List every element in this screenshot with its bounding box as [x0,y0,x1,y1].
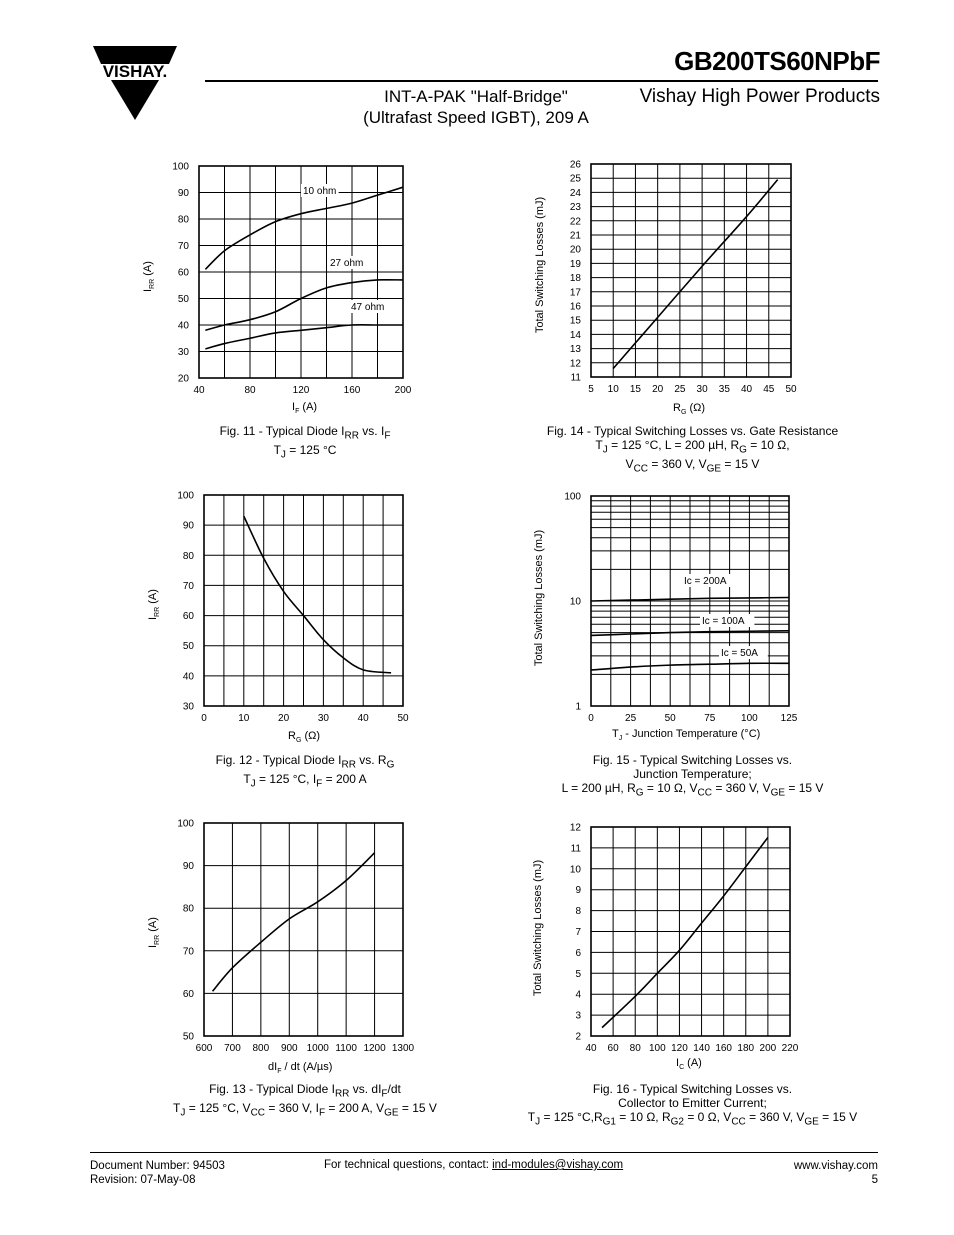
y-tick-label: 50 [177,294,189,305]
series-label: Ic = 200A [684,576,727,587]
x-axis-label: $dI_F$ / dt (A/µs) [268,1061,333,1075]
x-tick-label: 100 [648,1043,666,1054]
x-tick-label: 160 [343,385,361,396]
x-tick-label: 220 [781,1043,799,1054]
footer-rule [90,1152,878,1153]
x-tick-label: 1100 [335,1043,357,1054]
x-tick-label: 75 [704,713,716,724]
y-tick-label: 80 [182,550,194,562]
series-label: Ic = 100A [702,616,745,627]
x-tick-label: 140 [693,1043,710,1054]
chart-fig15 [533,492,798,743]
x-tick-label: 40 [740,384,753,395]
x-tick-label: 45 [763,384,775,395]
y-tick-label: 6 [575,947,581,959]
y-axis-label: Total Switching Losses (mJ) [534,196,546,334]
product-description-line1: INT-A-PAK "Half-Bridge" [384,87,568,106]
x-tick-label: 800 [252,1043,270,1054]
y-tick-label: 30 [182,701,194,713]
x-tick-label: 100 [741,713,758,724]
chart-fig12 [147,491,409,745]
y-tick-label: 15 [569,315,581,327]
caption-fig15: Fig. 15 - Typical Switching Losses vs. Junction Temperature; L = 200 µH, $R_G = 10$ Ω, $V_{CC} = 360$ V, $V_{GE} = 15$ V [561,753,824,799]
series-line-0 [213,853,375,991]
y-tick-label: 21 [569,230,581,242]
x-tick-label: 35 [718,384,730,395]
x-tick-label: 50 [397,713,409,724]
x-tick-label: 900 [280,1043,298,1054]
x-tick-label: 25 [674,384,686,395]
x-tick-label: 80 [629,1043,641,1054]
chart-fig14 [534,160,797,417]
x-tick-label: 120 [292,385,310,396]
y-tick-label: 18 [569,273,581,285]
website-link[interactable]: www.vishay.com [793,1160,878,1172]
x-tick-label: 10 [238,713,250,724]
series-line-2 [205,325,403,349]
revision: Revision: 07-May-08 [90,1174,196,1186]
y-tick-label: 100 [177,490,194,502]
chart-fig11 [142,162,412,416]
y-tick-label: 26 [569,159,581,171]
y-tick-label: 14 [569,329,581,341]
y-tick-label: 30 [177,347,189,358]
y-tick-label: 4 [575,989,581,1001]
y-tick-label: 90 [182,861,194,873]
x-tick-label: 30 [317,713,329,724]
series-label: Ic = 50A [721,648,758,659]
doc-number: Document Number: 94503 [90,1160,225,1172]
y-tick-label: 7 [575,927,581,938]
y-tick-label: 16 [569,301,581,313]
x-tick-label: 20 [652,384,664,395]
y-axis-label: $I_{RR}$ (A) [147,917,161,948]
x-tick-label: 10 [607,384,619,395]
y-axis-label: $I_{RR}$ (A) [147,589,161,620]
series-line-0 [613,180,777,369]
y-tick-label: 80 [182,903,194,915]
x-tick-label: 20 [278,713,290,724]
page-number: 5 [871,1174,878,1186]
y-tick-label: 25 [569,173,581,185]
y-tick-label: 10 [569,596,581,608]
caption-fig13: Fig. 13 - Typical Diode $I_{RR}$ vs. $dI_F/dt$ $T_J = 125$ °C, $V_{CC} = 360$ V, $I_F = 200$ A, $V_{GE} = 15$ V [173,1082,437,1119]
x-tick-label: 15 [629,384,642,395]
y-tick-label: 80 [177,214,189,226]
y-tick-label: 11 [570,372,581,384]
series-label: 27 ohm [330,258,364,269]
x-tick-label: 50 [785,384,797,395]
y-tick-label: 11 [570,843,581,855]
y-tick-label: 1 [575,701,581,713]
y-tick-label: 60 [182,611,194,623]
caption-fig16: Fig. 16 - Typical Switching Losses vs. Collector to Emitter Current; $T_J = 125$ $^\circ C,R_{G1} = 10$ Ω, $R_{G2} = 0$ Ω, $V_{CC} = 360$ V, $V_{GE} = 15$ V [527,1082,858,1128]
x-tick-label: 60 [607,1043,619,1054]
y-tick-label: 8 [575,906,581,918]
x-tick-label: 120 [671,1043,688,1054]
x-tick-label: 5 [588,384,594,395]
x-tick-label: 50 [664,713,676,724]
series-line-0 [205,187,403,269]
y-tick-label: 19 [569,258,581,270]
y-axis-label: $I_{RR}$ (A) [142,261,156,292]
y-tick-label: 12 [569,822,581,834]
series-line-0 [244,516,391,673]
x-tick-label: 40 [585,1043,597,1054]
x-tick-label: 1300 [391,1043,415,1054]
x-tick-label: 125 [780,713,798,724]
y-tick-label: 20 [177,373,189,385]
footer-doc-info [90,1159,225,1187]
y-axis-label: Total Switching Losses (mJ) [532,859,544,997]
y-tick-label: 50 [182,641,194,653]
x-tick-label: 1000 [306,1043,329,1054]
y-tick-label: 70 [182,580,194,592]
plot-frame [591,164,791,377]
y-tick-label: 70 [177,241,189,252]
footer-right [794,1159,878,1187]
y-tick-label: 23 [569,202,581,214]
y-tick-label: 60 [182,988,194,1000]
chart-fig16 [532,823,799,1072]
y-tick-label: 40 [177,320,189,332]
x-axis-label: $I_C$ (A) [676,1057,702,1071]
footer-contact [324,1159,623,1171]
y-tick-label: 22 [569,216,581,228]
y-tick-label: 20 [569,244,581,256]
y-tick-label: 10 [569,864,581,876]
product-description-line2: (Ultrafast Speed IGBT), 209 A [363,108,589,127]
series-label: 10 ohm [303,186,337,197]
caption-fig12: Fig. 12 - Typical Diode $I_{RR}$ vs. $R_G$ $T_J = 125$ °C, $I_F = 200$ A [215,753,395,790]
contact-email-link[interactable]: ind-modules@vishay.com [492,1159,624,1171]
x-tick-label: 160 [715,1043,733,1054]
x-axis-label: $I_F$ (A) [292,401,318,415]
x-tick-label: 40 [193,385,205,396]
caption-fig14: Fig. 14 - Typical Switching Losses vs. Gate Resistance $T_J = 125$ °C, L = 200 µH, $R_G = 10$ Ω, $V_{CC} = 360$ V, $V_{GE} = 15$ V [546,424,839,475]
part-number: GB200TS60NPbF [674,46,880,76]
x-tick-label: 25 [625,713,637,724]
x-tick-label: 700 [224,1043,241,1054]
y-tick-label: 24 [569,187,581,199]
y-tick-label: 12 [569,358,581,370]
x-tick-label: 1200 [363,1043,386,1054]
x-tick-label: 30 [696,384,708,395]
x-axis-label: $R_G$ (Ω) [673,402,706,416]
y-tick-label: 100 [172,161,189,173]
y-tick-label: 9 [575,885,581,897]
x-tick-label: 0 [588,713,594,724]
y-tick-label: 40 [182,671,194,683]
y-tick-label: 13 [569,344,581,356]
x-tick-label: 200 [394,385,412,396]
x-tick-label: 40 [357,713,369,724]
y-tick-label: 50 [182,1031,194,1043]
y-tick-label: 100 [177,818,194,830]
y-tick-label: 100 [564,491,581,503]
x-tick-label: 80 [244,385,256,396]
y-tick-label: 90 [182,520,194,532]
caption-fig11: Fig. 11 - Typical Diode $I_{RR}$ vs. $I_F$ $T_J = 125$ °C [219,424,391,461]
x-axis-label: $R_G$ (Ω) [288,730,321,744]
x-tick-label: 200 [759,1043,777,1054]
y-tick-label: 3 [575,1010,581,1022]
chart-fig13 [147,819,415,1076]
y-tick-label: 60 [177,267,189,279]
x-tick-label: 180 [737,1043,755,1054]
x-tick-label: 600 [195,1043,213,1054]
series-line-0 [602,837,768,1027]
y-axis-label: Total Switching Losses (mJ) [533,529,545,667]
y-tick-label: 70 [182,946,194,958]
series-label: 47 ohm [351,302,385,313]
y-tick-label: 17 [569,287,581,299]
x-tick-label: 0 [201,713,207,724]
y-tick-label: 2 [575,1031,581,1043]
contact-prefix: For technical questions, contact: [324,1159,493,1171]
y-tick-label: 90 [177,188,189,199]
company-name: Vishay High Power Products [639,86,880,107]
x-axis-label: $T_J$ - Junction Temperature (°C) [612,728,761,742]
logo-text: VISHAY. [102,62,168,81]
y-tick-label: 5 [575,968,581,980]
